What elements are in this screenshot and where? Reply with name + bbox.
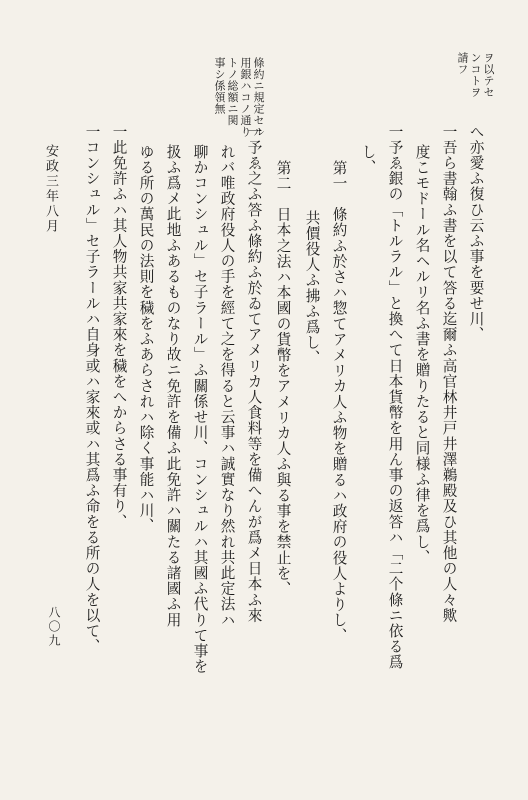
page-number: 八〇九 xyxy=(47,606,61,648)
text-column-1: へ亦愛ふ復ひ云ふ事を要せ川、 xyxy=(467,124,485,343)
header-note-right-2: ンコトヲ xyxy=(469,52,482,98)
text-column-10: れバ唯政府役人の手を經て之を得ると云事ハ誠實なり然れ共此定法ハ xyxy=(218,144,236,628)
text-column-14: 一此免許ふハ其人物共家共家來を穢をへからさる事有り、 xyxy=(110,124,128,530)
text-column-11: 聊かコンシュル」セ子ラール」ふ關係せ川、コンシュルハ其國ふ代りて事を xyxy=(191,144,209,675)
text-column-4: 一予ゑ銀の「トルラル」と換へて日本貨幣を用ん事の返答ハ「二个條ニ依る爲 xyxy=(386,124,404,670)
text-column-15: 一コンシュル」セ子ラールハ自身或ハ家來或ハ其爲ふ命をる所の人を以て、 xyxy=(83,124,101,655)
header-note-right-1: ヲ以テセ xyxy=(482,52,495,98)
text-column-3: 度こモドール名ヘルリ名ふ書を贈りたると同様ふ律を爲し、 xyxy=(413,144,431,566)
text-column-9: 一予ゑ之ふ答ふ條約ふ於ゐてアメリカ人食料等を備へんが爲メ日本ふ來 xyxy=(245,124,263,624)
header-note-left-4: 事シ係領無 xyxy=(213,57,226,115)
header-note-left-2: 用銀ハコノ通り xyxy=(239,57,252,138)
text-column-13: ゆる所の萬民の法則を穢をふあらされハ除く事能ハ川、 xyxy=(137,144,155,534)
text-column-12: 扱ふ爲メ此地ふあるものなり故ニ免許を備ふ此免許ハ關たる諸國ふ用 xyxy=(164,144,182,628)
text-column-2: 一吾ら書翰ふ書を以て答る迄爾ふ高官林井戸井澤鵜殿及ひ其他の人々歟 xyxy=(440,124,458,624)
text-column-7: 共價役人ふ拂ふ爲し、 xyxy=(303,210,321,366)
header-note-left-1: 條約ニ規定セル xyxy=(252,57,265,138)
date-line: 安政三年八月 xyxy=(43,144,58,234)
text-column-5: し、 xyxy=(359,144,377,176)
text-column-8: 第二 日本之法ハ本國の貨幣をアメリカ人ふ與る事を禁止を、 xyxy=(274,160,292,597)
header-note-left-3: トノ総額ニ関 xyxy=(226,57,239,126)
text-column-6: 第一 條約ふ於さハ惣てアメリカ人ふ物を贈るハ政府の役人よりし、 xyxy=(330,160,348,644)
header-note-right-3: 請フ xyxy=(456,52,469,75)
